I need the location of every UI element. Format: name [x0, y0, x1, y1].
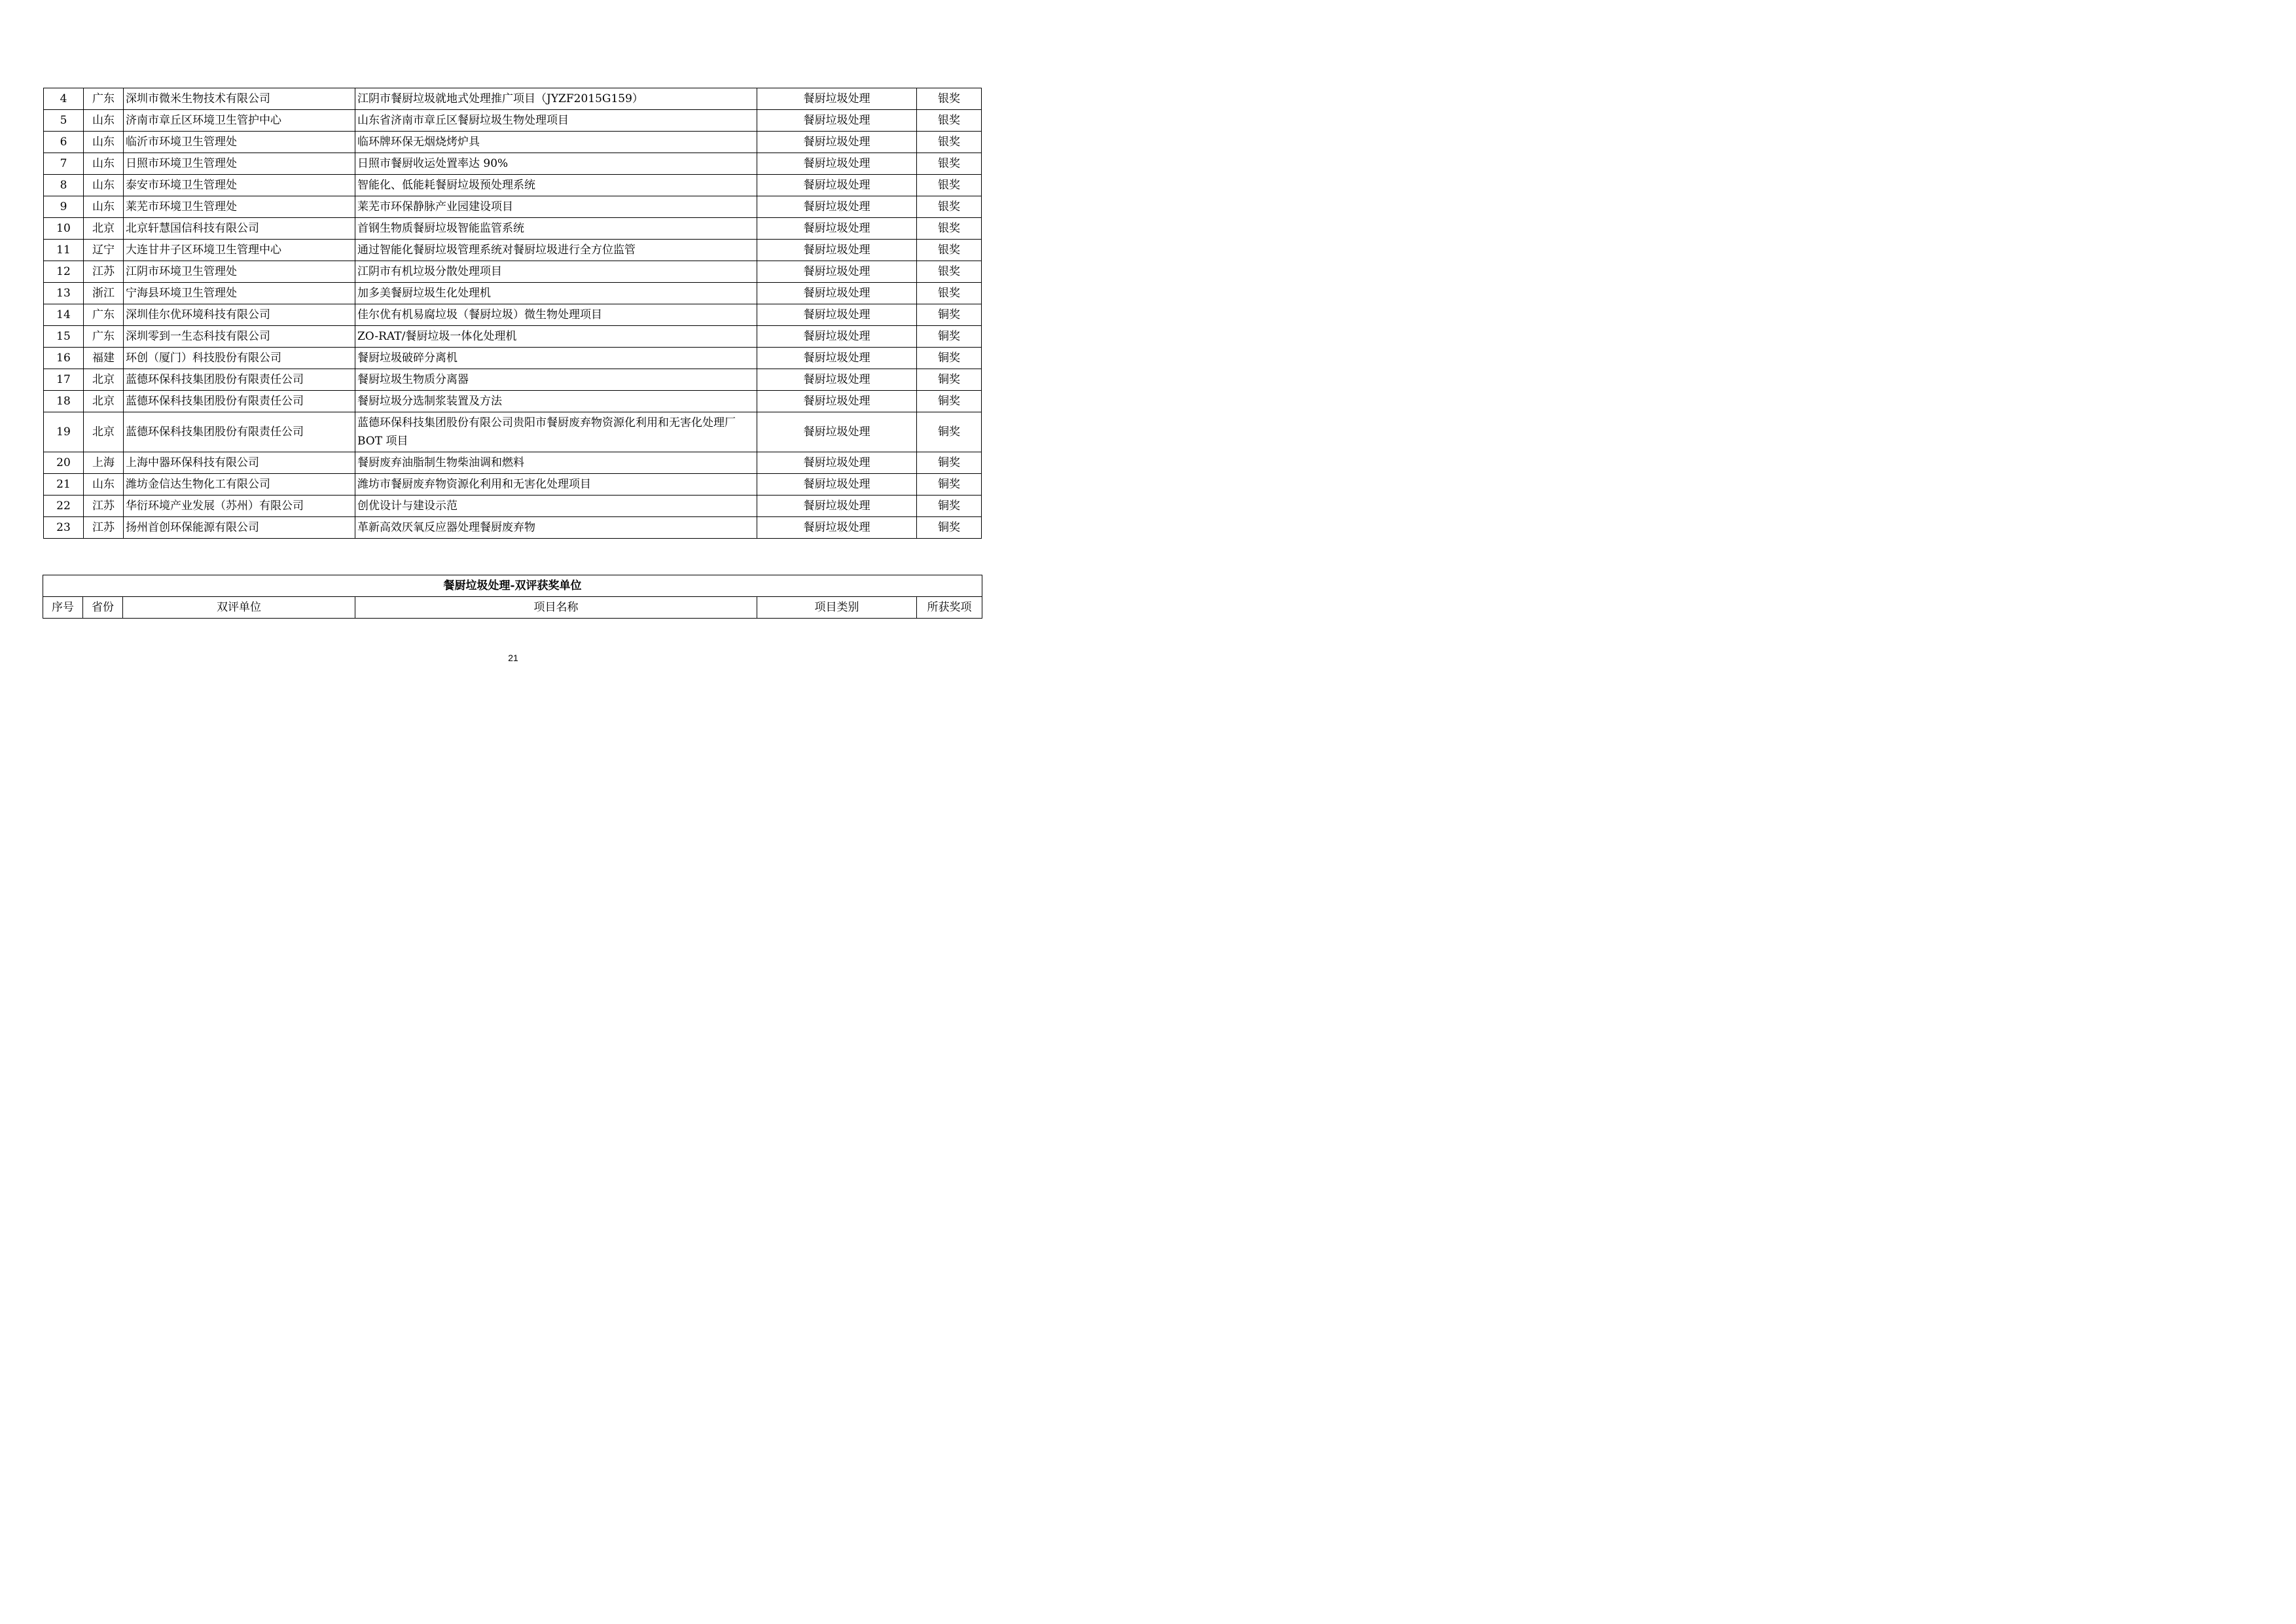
cell-province: 山东	[84, 110, 124, 132]
page-number: 21	[508, 653, 518, 663]
cell-category: 餐厨垃圾处理	[757, 348, 917, 369]
cell-province: 北京	[84, 218, 124, 240]
cell-award: 银奖	[917, 132, 982, 153]
table-row	[44, 175, 982, 196]
cell-award: 银奖	[917, 196, 982, 218]
cell-unit: 蓝德环保科技集团股份有限责任公司	[124, 369, 355, 391]
cell-category: 餐厨垃圾处理	[757, 153, 917, 175]
cell-project: 餐厨垃圾破碎分离机	[355, 348, 757, 369]
cell-province: 广东	[84, 326, 124, 348]
cell-province: 北京	[84, 391, 124, 412]
cell-no: 14	[44, 304, 84, 326]
table-row	[44, 348, 982, 369]
cell-project: 山东省济南市章丘区餐厨垃圾生物处理项目	[355, 110, 757, 132]
cell-province: 山东	[84, 474, 124, 496]
cell-award: 铜奖	[917, 348, 982, 369]
cell-unit: 济南市章丘区环境卫生管护中心	[124, 110, 355, 132]
table-row	[44, 153, 982, 175]
cell-award: 银奖	[917, 88, 982, 110]
cell-province: 山东	[84, 153, 124, 175]
cell-project: 加多美餐厨垃圾生化处理机	[355, 283, 757, 304]
cell-award: 银奖	[917, 110, 982, 132]
cell-project: 佳尔优有机易腐垃圾（餐厨垃圾）微生物处理项目	[355, 304, 757, 326]
cell-category: 餐厨垃圾处理	[757, 391, 917, 412]
cell-award: 铜奖	[917, 412, 982, 452]
cell-unit: 深圳市微米生物技术有限公司	[124, 88, 355, 110]
cell-project: 江阴市餐厨垃圾就地式处理推广项目（JYZF2015G159）	[355, 88, 757, 110]
table-row	[44, 517, 982, 539]
cell-unit: 环创（厦门）科技股份有限公司	[124, 348, 355, 369]
cell-project: 日照市餐厨收运处置率达 90%	[355, 153, 757, 175]
cell-award: 铜奖	[917, 304, 982, 326]
cell-project: 创优设计与建设示范	[355, 496, 757, 517]
cell-no: 23	[44, 517, 84, 539]
cell-category: 餐厨垃圾处理	[757, 474, 917, 496]
table-header-row	[43, 597, 982, 619]
table-row	[44, 326, 982, 348]
cell-no: 22	[44, 496, 84, 517]
cell-province: 辽宁	[84, 240, 124, 261]
header-province: 省份	[83, 597, 123, 619]
table-row	[44, 391, 982, 412]
cell-no: 7	[44, 153, 84, 175]
cell-province: 北京	[84, 412, 124, 452]
cell-unit: 潍坊金信达生物化工有限公司	[124, 474, 355, 496]
cell-category: 餐厨垃圾处理	[757, 218, 917, 240]
cell-unit: 上海中器环保科技有限公司	[124, 452, 355, 474]
cell-award: 铜奖	[917, 391, 982, 412]
cell-award: 银奖	[917, 240, 982, 261]
cell-project: 潍坊市餐厨废弃物资源化利用和无害化处理项目	[355, 474, 757, 496]
cell-province: 广东	[84, 88, 124, 110]
cell-category: 餐厨垃圾处理	[757, 326, 917, 348]
cell-award: 铜奖	[917, 369, 982, 391]
table-row	[44, 261, 982, 283]
cell-no: 19	[44, 412, 84, 452]
cell-category: 餐厨垃圾处理	[757, 88, 917, 110]
cell-unit: 蓝德环保科技集团股份有限责任公司	[124, 412, 355, 452]
cell-project: 智能化、低能耗餐厨垃圾预处理系统	[355, 175, 757, 196]
table-row	[44, 88, 982, 110]
award-table	[43, 88, 982, 539]
cell-award: 铜奖	[917, 452, 982, 474]
table-row	[44, 412, 982, 452]
cell-award: 银奖	[917, 218, 982, 240]
cell-category: 餐厨垃圾处理	[757, 196, 917, 218]
cell-award: 银奖	[917, 283, 982, 304]
cell-unit: 蓝德环保科技集团股份有限责任公司	[124, 391, 355, 412]
table-row	[44, 496, 982, 517]
table-row	[44, 304, 982, 326]
cell-province: 广东	[84, 304, 124, 326]
header-unit: 双评单位	[123, 597, 355, 619]
cell-award: 铜奖	[917, 474, 982, 496]
cell-unit: 泰安市环境卫生管理处	[124, 175, 355, 196]
cell-unit: 深圳佳尔优环境科技有限公司	[124, 304, 355, 326]
table-row	[44, 218, 982, 240]
cell-no: 21	[44, 474, 84, 496]
cell-project: 蓝德环保科技集团股份有限公司贵阳市餐厨废弃物资源化利用和无害化处理厂 BOT 项目	[355, 412, 757, 452]
cell-no: 18	[44, 391, 84, 412]
cell-province: 山东	[84, 175, 124, 196]
cell-unit: 深圳零到一生态科技有限公司	[124, 326, 355, 348]
table-row	[44, 110, 982, 132]
cell-category: 餐厨垃圾处理	[757, 110, 917, 132]
table-row	[44, 474, 982, 496]
cell-province: 北京	[84, 369, 124, 391]
cell-category: 餐厨垃圾处理	[757, 412, 917, 452]
cell-province: 江苏	[84, 517, 124, 539]
cell-unit: 江阴市环境卫生管理处	[124, 261, 355, 283]
cell-category: 餐厨垃圾处理	[757, 175, 917, 196]
cell-award: 银奖	[917, 261, 982, 283]
header-no: 序号	[43, 597, 83, 619]
cell-no: 11	[44, 240, 84, 261]
cell-award: 铜奖	[917, 496, 982, 517]
cell-province: 山东	[84, 196, 124, 218]
cell-category: 餐厨垃圾处理	[757, 132, 917, 153]
table-row	[44, 132, 982, 153]
cell-category: 餐厨垃圾处理	[757, 240, 917, 261]
cell-category: 餐厨垃圾处理	[757, 261, 917, 283]
cell-no: 8	[44, 175, 84, 196]
cell-category: 餐厨垃圾处理	[757, 283, 917, 304]
table-row	[44, 369, 982, 391]
table-title-row	[43, 575, 982, 597]
cell-province: 山东	[84, 132, 124, 153]
cell-unit: 大连甘井子区环境卫生管理中心	[124, 240, 355, 261]
cell-project: 革新高效厌氧反应器处理餐厨废弃物	[355, 517, 757, 539]
cell-unit: 临沂市环境卫生管理处	[124, 132, 355, 153]
cell-no: 17	[44, 369, 84, 391]
cell-province: 浙江	[84, 283, 124, 304]
header-category: 项目类别	[757, 597, 917, 619]
cell-award: 银奖	[917, 153, 982, 175]
cell-project: 通过智能化餐厨垃圾管理系统对餐厨垃圾进行全方位监管	[355, 240, 757, 261]
cell-project: 餐厨垃圾生物质分离器	[355, 369, 757, 391]
cell-no: 20	[44, 452, 84, 474]
table-row	[44, 452, 982, 474]
cell-unit: 莱芜市环境卫生管理处	[124, 196, 355, 218]
cell-category: 餐厨垃圾处理	[757, 496, 917, 517]
cell-project: 餐厨垃圾分选制浆装置及方法	[355, 391, 757, 412]
cell-no: 13	[44, 283, 84, 304]
cell-unit: 宁海县环境卫生管理处	[124, 283, 355, 304]
cell-no: 6	[44, 132, 84, 153]
cell-category: 餐厨垃圾处理	[757, 304, 917, 326]
double-evaluation-table	[43, 575, 982, 619]
cell-no: 5	[44, 110, 84, 132]
cell-province: 上海	[84, 452, 124, 474]
table-title: 餐厨垃圾处理-双评获奖单位	[43, 575, 982, 597]
cell-project: 首钢生物质餐厨垃圾智能监管系统	[355, 218, 757, 240]
table-row	[44, 240, 982, 261]
table-row	[44, 283, 982, 304]
cell-project: 莱芜市环保静脉产业园建设项目	[355, 196, 757, 218]
cell-project: ZO-RAT/餐厨垃圾一体化处理机	[355, 326, 757, 348]
cell-no: 15	[44, 326, 84, 348]
cell-province: 江苏	[84, 496, 124, 517]
cell-award: 银奖	[917, 175, 982, 196]
cell-no: 12	[44, 261, 84, 283]
header-project: 项目名称	[355, 597, 757, 619]
cell-unit: 扬州首创环保能源有限公司	[124, 517, 355, 539]
cell-award: 铜奖	[917, 326, 982, 348]
cell-unit: 日照市环境卫生管理处	[124, 153, 355, 175]
cell-unit: 华衍环境产业发展（苏州）有限公司	[124, 496, 355, 517]
table-row	[44, 196, 982, 218]
cell-category: 餐厨垃圾处理	[757, 452, 917, 474]
cell-project: 餐厨废弃油脂制生物柴油调和燃料	[355, 452, 757, 474]
cell-award: 铜奖	[917, 517, 982, 539]
cell-category: 餐厨垃圾处理	[757, 517, 917, 539]
cell-no: 16	[44, 348, 84, 369]
cell-no: 4	[44, 88, 84, 110]
cell-project: 江阴市有机垃圾分散处理项目	[355, 261, 757, 283]
cell-no: 10	[44, 218, 84, 240]
cell-no: 9	[44, 196, 84, 218]
cell-province: 江苏	[84, 261, 124, 283]
cell-unit: 北京轩慧国信科技有限公司	[124, 218, 355, 240]
header-award: 所获奖项	[917, 597, 982, 619]
cell-province: 福建	[84, 348, 124, 369]
cell-category: 餐厨垃圾处理	[757, 369, 917, 391]
cell-project: 临环牌环保无烟烧烤炉具	[355, 132, 757, 153]
